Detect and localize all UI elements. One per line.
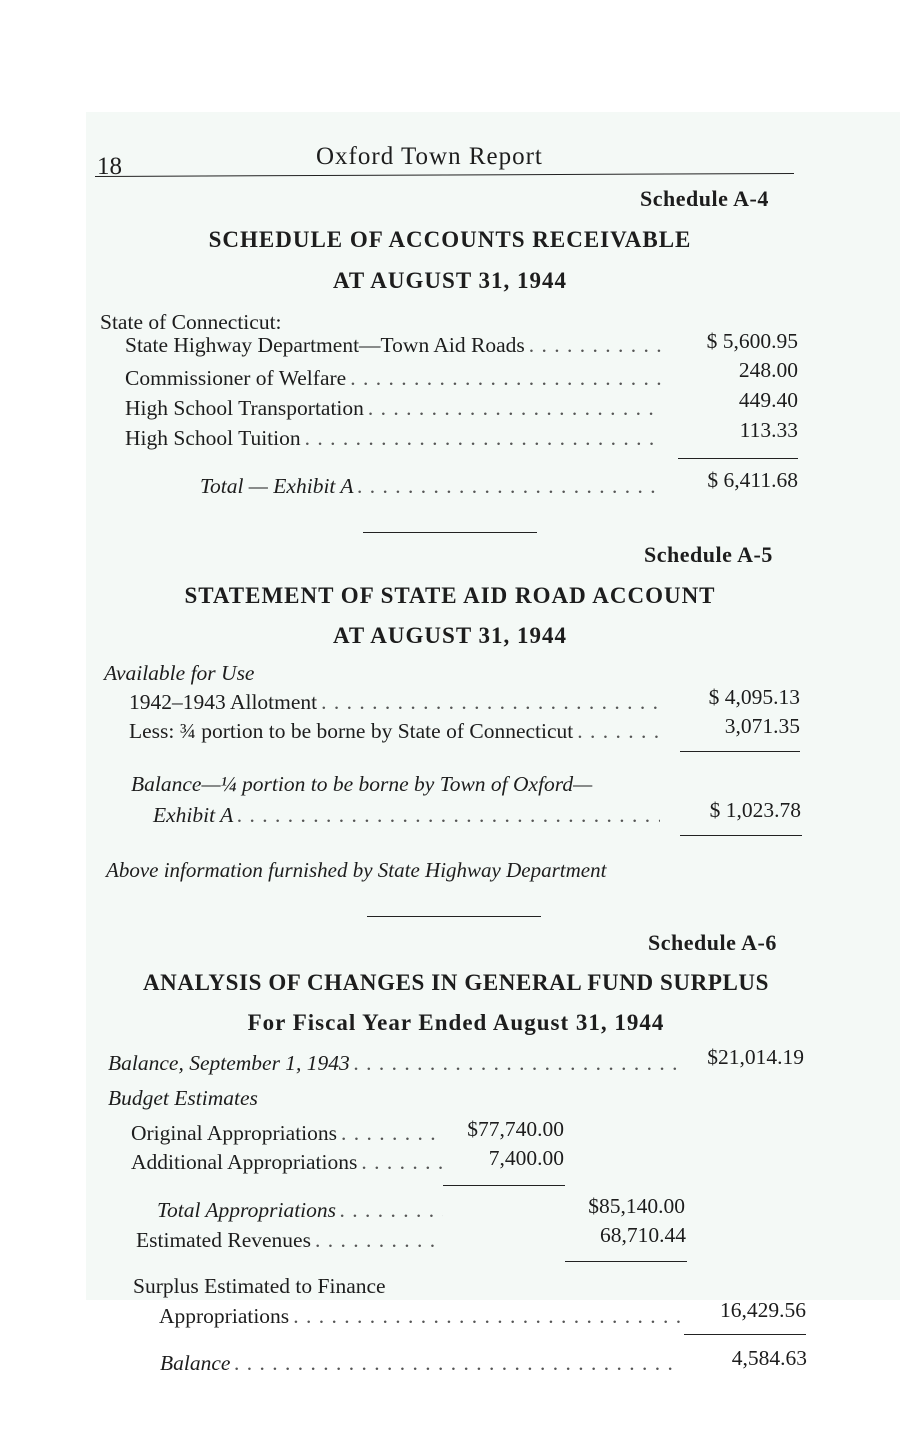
a4-amount-transportation: 449.40 <box>738 388 798 412</box>
section-divider <box>367 916 541 917</box>
a4-group-label: State of Connecticut: <box>100 310 282 334</box>
dot-leader <box>305 426 661 451</box>
a4-line-label: High School Tuition <box>125 426 301 450</box>
dot-leader <box>341 1121 443 1146</box>
a5-available-label: Available for Use <box>104 661 255 685</box>
a6-revenue-rule <box>565 1261 687 1262</box>
a6-surplus-label-2: Appropriations <box>159 1304 290 1328</box>
a6-additional-label: Additional Appropriations <box>131 1150 358 1174</box>
a6-line-total-approp <box>157 1198 447 1223</box>
schedule-a6-label: Schedule A-6 <box>648 930 777 955</box>
schedule-a5-title: STATEMENT OF STATE AID ROAD ACCOUNT <box>184 583 716 608</box>
a5-less-amount: 3,071.35 <box>724 714 800 738</box>
schedule-a6-title: ANALYSIS OF CHANGES IN GENERAL FUND SURPLUS <box>142 970 770 995</box>
a5-line-less <box>129 719 664 744</box>
a6-total-approp-amount: $85,140.00 <box>588 1194 685 1218</box>
schedule-a5-subtitle: AT AUGUST 31, 1944 <box>333 623 567 648</box>
a5-balance-label-2: Exhibit A <box>153 803 234 827</box>
schedule-a5-label: Schedule A-5 <box>644 542 773 567</box>
a6-line-original <box>131 1121 447 1146</box>
a5-balance-label-1: Balance—¼ portion to be borne by Town of Oxford— <box>131 772 593 796</box>
a6-original-label: Original Appropriations <box>131 1121 338 1145</box>
schedule-a4-subtitle: AT AUGUST 31, 1944 <box>333 268 567 293</box>
a6-est-rev-label: Estimated Revenues <box>136 1228 311 1252</box>
schedule-a6-subtitle: For Fiscal Year Ended August 31, 1944 <box>247 1010 665 1035</box>
a6-balance-rule <box>684 1334 806 1335</box>
a6-budget-label: Budget Estimates <box>108 1086 258 1110</box>
a5-balance-rule <box>680 751 800 752</box>
a5-allotment-amount: $ 4,095.13 <box>708 685 800 709</box>
a6-line-est-rev <box>136 1228 447 1253</box>
dot-leader <box>293 1304 681 1329</box>
a6-surplus-label-1: Surplus Estimated to Finance <box>133 1274 386 1298</box>
a5-balance-double-rule <box>680 835 802 836</box>
a4-amount-welfare: 248.00 <box>738 358 798 382</box>
a5-less-label: Less: ¾ portion to be borne by State of Connecticut <box>129 719 574 743</box>
a4-total-line <box>200 474 665 499</box>
a4-line-transportation <box>125 396 665 421</box>
a6-approp-rule <box>443 1185 565 1186</box>
page-number: 18 <box>97 153 122 180</box>
dot-leader <box>577 719 660 744</box>
a6-opening-amount: $21,014.19 <box>707 1045 804 1069</box>
dot-leader <box>234 1351 681 1376</box>
a6-line-balance <box>160 1351 685 1376</box>
a6-surplus-amount: 16,429.56 <box>720 1298 806 1322</box>
a5-balance-amount: $ 1,023.78 <box>709 798 801 822</box>
a5-note: Above information furnished by State Highway Department <box>106 858 607 882</box>
dot-leader <box>340 1198 443 1223</box>
dot-leader <box>361 1150 443 1175</box>
a5-line-allotment <box>129 690 664 715</box>
a4-line-highway <box>125 333 665 358</box>
a6-balance-amount: 4,584.63 <box>731 1346 807 1370</box>
a6-est-rev-amount: 68,710.44 <box>600 1223 686 1247</box>
a4-line-tuition <box>125 426 665 451</box>
schedule-a4-title: SCHEDULE OF ACCOUNTS RECEIVABLE <box>208 227 692 252</box>
a4-total-label: Total — Exhibit A <box>200 474 354 498</box>
a6-balance-label: Balance <box>160 1351 231 1375</box>
a4-amount-tuition: 113.33 <box>739 418 798 442</box>
dot-leader <box>354 1051 680 1076</box>
a5-line-balance <box>153 803 664 828</box>
a4-line-label: State Highway Department—Town Aid Roads <box>125 333 525 357</box>
a6-line-surplus <box>159 1304 685 1329</box>
a6-total-approp-label: Total Appropriations <box>157 1198 337 1222</box>
dot-leader <box>529 333 661 358</box>
a4-total-rule <box>678 458 798 459</box>
dot-leader <box>350 366 661 391</box>
a6-original-amount: $77,740.00 <box>467 1117 564 1141</box>
dot-leader <box>358 474 661 499</box>
a6-line-opening <box>108 1051 684 1076</box>
a6-opening-label: Balance, September 1, 1943 <box>108 1051 350 1075</box>
a5-allotment-label: 1942–1943 Allotment <box>129 690 318 714</box>
dot-leader <box>368 396 661 421</box>
schedule-a4-label: Schedule A-4 <box>640 186 769 211</box>
a4-line-label: Commissioner of Welfare <box>125 366 347 390</box>
a4-line-welfare <box>125 366 665 391</box>
a4-total-amount: $ 6,411.68 <box>707 468 798 492</box>
a6-line-additional <box>131 1150 447 1175</box>
a4-amount-highway: $ 5,600.95 <box>706 329 798 353</box>
dot-leader <box>237 803 660 828</box>
a4-line-label: High School Transportation <box>125 396 364 420</box>
dot-leader <box>315 1228 443 1253</box>
section-divider <box>363 532 537 533</box>
dot-leader <box>321 690 660 715</box>
a6-additional-amount: 7,400.00 <box>488 1146 564 1170</box>
running-title: Oxford Town Report <box>316 143 543 170</box>
